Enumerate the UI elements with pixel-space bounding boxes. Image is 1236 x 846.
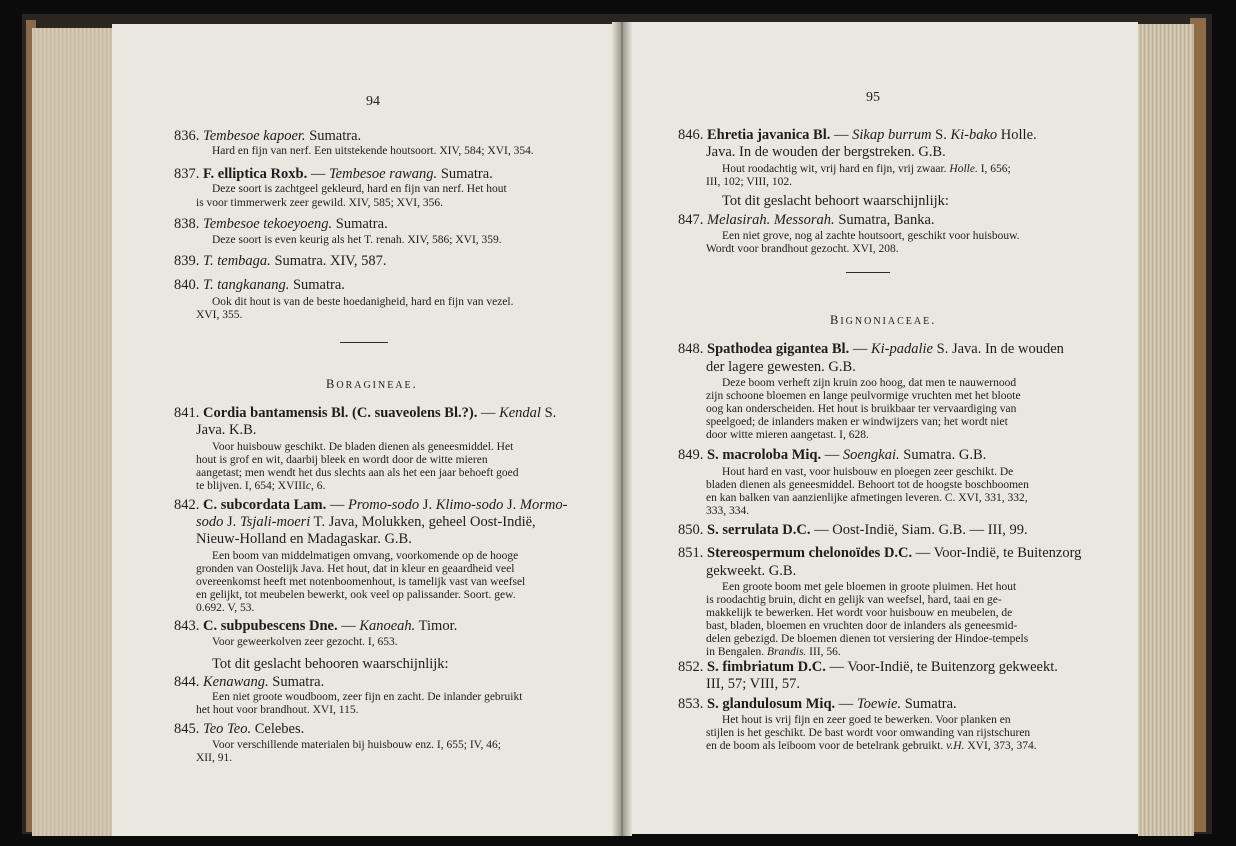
entry-line: Java. K.B.	[196, 422, 257, 438]
entry-line: Tot dit geslacht behoort waarschijnlijk:	[722, 193, 949, 209]
section-heading: BIGNONIACEAE.	[830, 313, 937, 327]
description-line: Een niet groote woudboom, zeer fijn en zacht. De inlander gebruikt	[212, 691, 523, 703]
description-line: bast, bladen, bloemen en vruchten door de inlanders als geneesmid-	[706, 620, 1018, 632]
entry-line: 837. F. elliptica Roxb. — Tembesoe rawang. Sumatra.	[174, 166, 493, 182]
entry-line: 839. T. tembaga. Sumatra. XIV, 587.	[174, 253, 387, 269]
description-line: aangetast; men wendt het dus slechts aan als het een jaar behoeft goed	[196, 467, 519, 479]
left-page-number: 94	[366, 94, 380, 109]
description-line: speelgoed; de inlanders maken er windwijzers van; het wordt niet	[706, 416, 1008, 428]
description-line: in Bengalen. Brandis. III, 56.	[706, 646, 841, 658]
entry-line: III, 57; VIII, 57.	[706, 676, 800, 692]
entry-line: 849. S. macroloba Miq. — Soengkai. Sumatra. G.B.	[678, 447, 987, 463]
description-line: Deze boom verheft zijn kruin zoo hoog, dat men te nauwernood	[722, 377, 1017, 389]
description-line: Een boom van middelmatigen omvang, voorkomende op de hooge	[212, 550, 519, 562]
entry-line: der lagere gewesten. G.B.	[706, 359, 856, 375]
section-heading: BORAGINEAE.	[326, 377, 418, 391]
description-line: Voor verschillende materialen bij huisbouw enz. I, 655; IV, 46;	[212, 739, 501, 751]
entry-line: Java. In de wouden der bergstreken. G.B.	[706, 144, 946, 160]
description-line: door witte mieren aangetast. I, 628.	[706, 429, 869, 441]
entry-line: Nieuw-Holland en Madagaskar. G.B.	[196, 531, 412, 547]
entry-line: 852. S. fimbriatum D.C. — Voor-Indië, te Buitenzorg gekweekt.	[678, 659, 1058, 675]
entry-line: 841. Cordia bantamensis Bl. (C. suaveolens Bl.?). — Kendal S.	[174, 405, 557, 421]
entry-line: 838. Tembesoe tekoeyoeng. Sumatra.	[174, 216, 388, 232]
entry-line: 848. Spathodea gigantea Bl. — Ki-padalie S. Java. In de wouden	[678, 341, 1064, 357]
section-divider	[340, 342, 388, 343]
entry-line: 836. Tembesoe kapoer. Sumatra.	[174, 128, 362, 144]
entry-line: sodo J. Tsjali-moeri T. Java, Molukken, geheel Oost-Indië,	[196, 514, 536, 530]
description-line: overeenkomst heeft met notenboomenhout, is tamelijk vast van weefsel	[196, 576, 526, 588]
description-line: te blijven. I, 654; XVIIIc, 6.	[196, 480, 326, 492]
description-line: Wordt voor brandhout gezocht. XVI, 208.	[706, 243, 899, 255]
description-line: Deze soort is zachtgeel gekleurd, hard en fijn van nerf. Het hout	[212, 183, 507, 195]
description-line: 0.692. V, 53.	[196, 602, 255, 614]
entry-line: 846. Ehretia javanica Bl. — Sikap burrum S. Ki-bako Holle.	[678, 127, 1037, 143]
description-line: Hout hard en vast, voor huisbouw en ploegen zeer geschikt. De	[722, 466, 1014, 478]
entry-line: Tot dit geslacht behooren waarschijnlijk:	[212, 656, 449, 672]
description-line: Een niet grove, nog al zachte houtsoort, geschikt voor huisbouw.	[722, 230, 1020, 242]
description-line: makkelijk te bewerken. Het wordt voor huisbouw en meubelen, de	[706, 607, 1013, 619]
entry-line: 847. Melasirah. Messorah. Sumatra, Banka.	[678, 212, 935, 228]
entry-line: 851. Stereospermum chelonoïdes D.C. — Voor-Indië, te Buitenzorg	[678, 545, 1082, 561]
entry-line: 843. C. subpubescens Dne. — Kanoeah. Timor.	[174, 618, 458, 634]
left-page-stack	[32, 28, 112, 836]
description-line: hout is grof en wit, daarbij bleek en wordt door de witte mieren	[196, 454, 488, 466]
description-line: oog kan onderscheiden. Het hout is bruikbaar ter vervaardiging van	[706, 403, 1017, 415]
entry-line: gekweekt. G.B.	[706, 563, 797, 579]
description-line: Deze soort is even keurig als het T. renah. XIV, 586; XVI, 359.	[212, 234, 502, 246]
description-line: het hout voor brandhout. XVI, 115.	[196, 704, 359, 716]
description-line: Een groote boom met gele bloemen in groote pluimen. Het hout	[722, 581, 1017, 593]
description-line: III, 102; VIII, 102.	[706, 176, 793, 188]
description-line: en de boom als leiboom voor de betelrank gebruikt. v.H. XVI, 373, 374.	[706, 740, 1037, 752]
description-line: Ook dit hout is van de beste hoedanigheid, hard en fijn van vezel.	[212, 296, 514, 308]
description-line: Voor geweerkolven zeer gezocht. I, 653.	[212, 636, 398, 648]
right-page-stack	[1138, 24, 1194, 836]
description-line: is voor timmerwerk zeer gewild. XIV, 585; XVI, 356.	[196, 197, 443, 209]
entry-line: 840. T. tangkanang. Sumatra.	[174, 277, 345, 293]
description-line: Hard en fijn van nerf. Een uitstekende houtsoort. XIV, 584; XVI, 354.	[212, 145, 534, 157]
description-line: stijlen is het geschikt. De bast wordt voor omwanding van rijstschuren	[706, 727, 1031, 739]
description-line: is roodachtig bruin, dicht en gelijk van weefsel, hard, taai en ge-	[706, 594, 1002, 606]
description-line: Voor huisbouw geschikt. De bladen dienen als geneesmiddel. Het	[212, 441, 514, 453]
description-line: XII, 91.	[196, 752, 233, 764]
entry-line: 850. S. serrulata D.C. — Oost-Indië, Siam. G.B. — III, 99.	[678, 522, 1028, 538]
description-line: bladen dienen als geneesmiddel. Behoort tot de hoogste boschboomen	[706, 479, 1029, 491]
entry-line: 853. S. glandulosum Miq. — Toewie. Sumatra.	[678, 696, 957, 712]
description-line: zijn schoone bloemen en lange peulvormige vruchten met het bloote	[706, 390, 1021, 402]
entry-line: 842. C. subcordata Lam. — Promo-sodo J. Klimo-sodo J. Mormo-	[174, 497, 568, 513]
entry-line: 844. Kenawang. Sumatra.	[174, 674, 325, 690]
description-line: Het hout is vrij fijn en zeer goed te bewerken. Voor planken en	[722, 714, 1011, 726]
description-line: Hout roodachtig wit, vrij hard en fijn, vrij zwaar. Holle. I, 656;	[722, 163, 1011, 175]
description-line: gronden van Oostelijk Java. Het hout, dat in kleur en geaardheid veel	[196, 563, 515, 575]
book-gutter	[612, 22, 632, 836]
description-line: delen gebezigd. De bloemen dienen tot versiering der Hindoe-tempels	[706, 633, 1029, 645]
description-line: en kan balken van aanzienlijke afmetingen leveren. C. XVI, 331, 332,	[706, 492, 1028, 504]
description-line: en gelijkt, tot meubelen bewerkt, ook veel op palissander. Soort. gew.	[196, 589, 516, 601]
entry-line: 845. Teo Teo. Celebes.	[174, 721, 305, 737]
section-divider	[846, 272, 890, 273]
description-line: 333, 334.	[706, 505, 750, 517]
description-line: XVI, 355.	[196, 309, 243, 321]
right-page-number: 95	[866, 90, 880, 105]
